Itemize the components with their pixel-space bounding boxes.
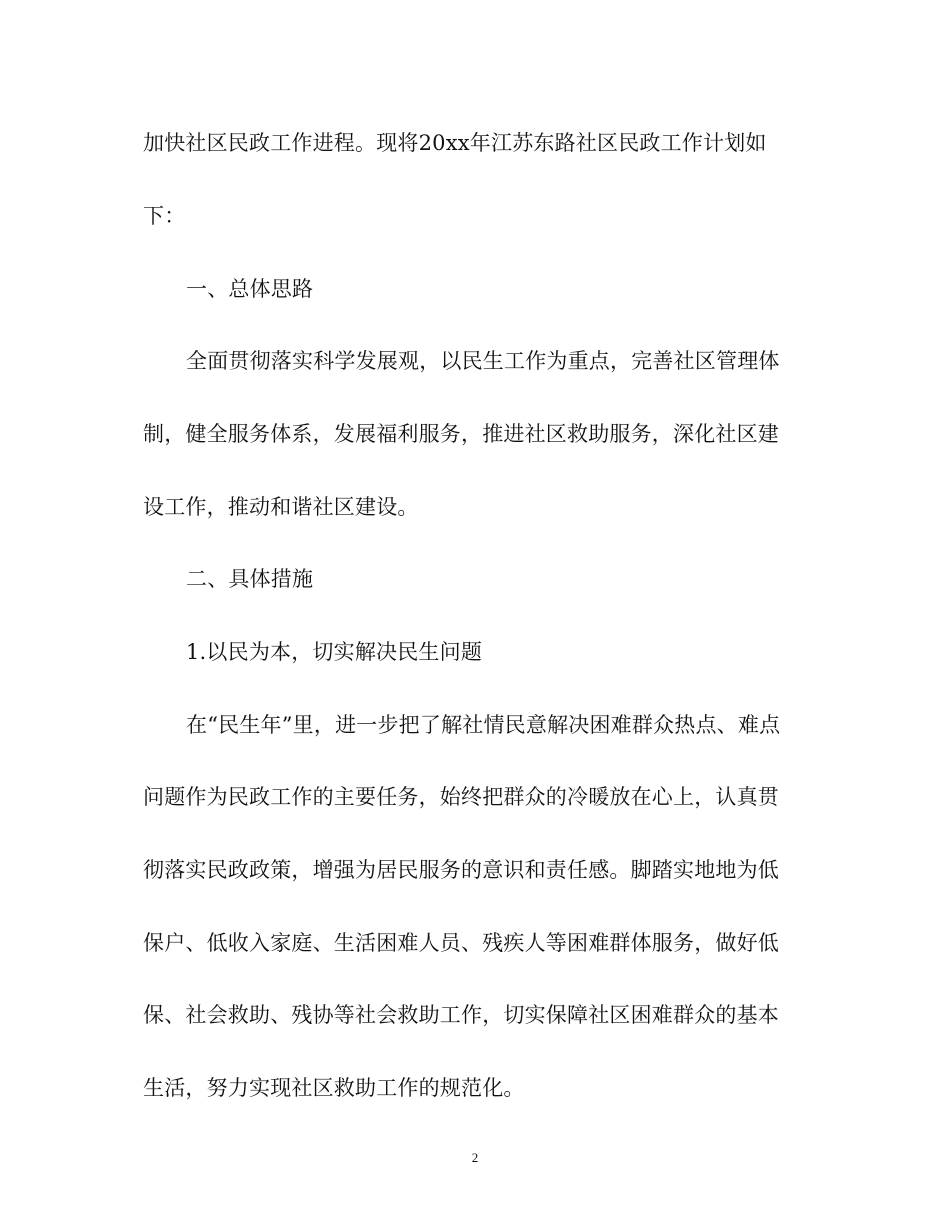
body-text-line: 下：	[143, 204, 186, 228]
body-text-line: 制，健全服务体系，发展福利服务，推进社区救助服务，深化社区建	[143, 422, 779, 446]
body-text-line: 在“民生年”里，进一步把了解社情民意解决困难群众热点、难点	[186, 713, 781, 737]
body-text-line: 保、社会救助、残协等社会救助工作，切实保障社区困难群众的基本	[143, 1003, 779, 1027]
body-text-line: 加快社区民政工作进程。现将20xx年江苏东路社区民政工作计划如	[143, 131, 767, 155]
section-heading-overall-approach: 一、总体思路	[186, 277, 314, 301]
body-text-line: 全面贯彻落实科学发展观，以民生工作为重点，完善社区管理体	[186, 349, 780, 373]
body-text-line: 彻落实民政政策，增强为居民服务的意识和责任感。脚踏实地地为低	[143, 858, 779, 882]
page-number: 2	[471, 1150, 479, 1165]
body-text-line: 生活，努力实现社区救助工作的规范化。	[143, 1076, 525, 1100]
body-text-line: 设工作，推动和谐社区建设。	[143, 495, 419, 519]
body-text-line: 保户、低收入家庭、生活困难人员、残疾人等困难群体服务，做好低	[143, 931, 779, 955]
subheading-people-oriented: 1.以民为本，切实解决民生问题	[186, 640, 483, 664]
body-text-line: 问题作为民政工作的主要任务，始终把群众的冷暖放在心上，认真贯	[143, 785, 779, 809]
section-heading-specific-measures: 二、具体措施	[186, 567, 314, 591]
